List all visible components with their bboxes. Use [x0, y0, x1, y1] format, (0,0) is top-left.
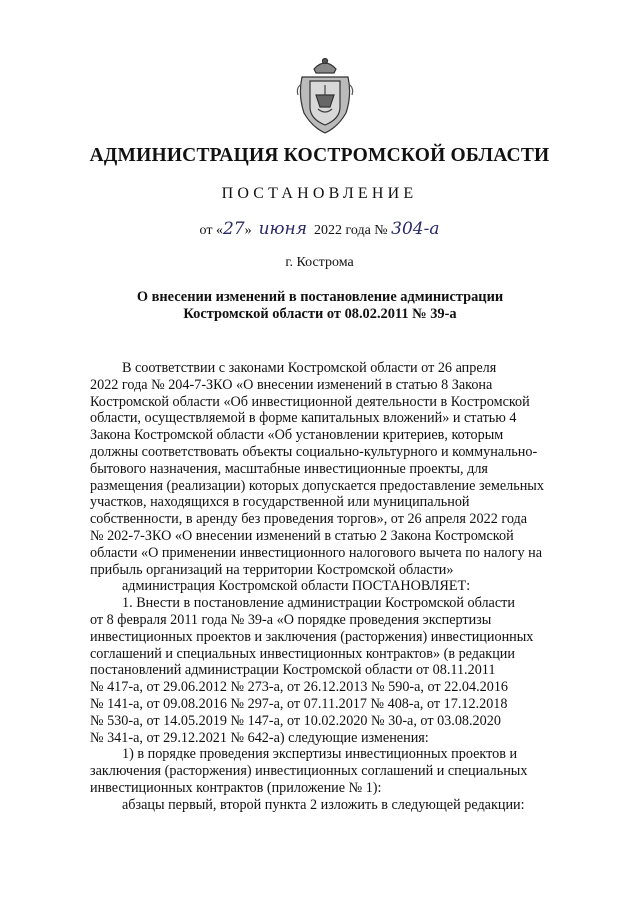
text-line: должны соответствовать объекты социально-культурного и коммунально- — [90, 443, 538, 460]
date-prefix: от « — [199, 223, 223, 238]
text-line: № 530-а, от 14.05.2019 № 147-а, от 10.02.2020 № 30-а, от 03.08.2020 — [90, 712, 501, 729]
date-day-handwritten: 27 — [222, 219, 245, 239]
document-number-handwritten: 304-а — [391, 219, 440, 239]
text-line: № 341-а, от 29.12.2021 № 642-а) следующие изменения: — [90, 729, 429, 746]
text-line: области, осуществляемой в форме капитальных вложений» и статью 4 — [90, 410, 517, 427]
subitem-1-paragraph — [90, 746, 580, 796]
date-year: 2022 года № — [313, 223, 388, 238]
item-1-paragraph — [90, 595, 580, 746]
decree-line: администрация Костромской области ПОСТАНОВЛЯЕТ: — [122, 578, 471, 595]
text-line: 2022 года № 204-7-ЗКО «О внесении изменений в статью 8 Закона — [90, 376, 493, 393]
city: г. Кострома — [285, 255, 354, 270]
date-month-handwritten: июня — [258, 219, 307, 239]
text-line: инвестиционных контрактов (приложение № 1): — [90, 779, 382, 796]
date-mid: » — [244, 223, 252, 238]
text-line: № 417-а, от 29.06.2012 № 273-а, от 26.12.2013 № 590-а, от 22.04.2016 — [90, 679, 509, 696]
text-line: бытового назначения, масштабные инвестиционные проекты, для — [90, 460, 488, 477]
text-line: прибыль организаций на территории Костромской области» — [90, 561, 454, 578]
text-line: Костромской области «Об инвестиционной деятельности в Костромской — [90, 393, 530, 410]
text-line: участков, находящихся в государственной или муниципальной — [90, 494, 470, 511]
preamble-paragraph — [90, 360, 580, 578]
text-line: собственности, в аренду без проведения торгов», от 26 апреля 2022 года — [90, 511, 528, 528]
document-type: ПОСТАНОВЛЕНИЕ — [221, 185, 418, 202]
text-line: № 141-а, от 09.08.2016 № 297-а, от 07.11.2017 № 408-а, от 17.12.2018 — [90, 695, 508, 712]
text-line: заключения (расторжения) инвестиционных соглашений и специальных — [90, 763, 528, 780]
date-line — [0, 219, 639, 239]
text-line: постановлений администрации Костромской области от 08.11.2011 — [90, 662, 496, 679]
text-line: области «О применении инвестиционного налогового вычета по налогу на — [90, 544, 543, 561]
organization-name: АДМИНИСТРАЦИЯ КОСТРОМСКОЙ ОБЛАСТИ — [89, 145, 550, 166]
text-line: 1) в порядке проведения экспертизы инвестиционных проектов и — [122, 746, 518, 763]
text-line: Закона Костромской области «Об установлении критериев, которым — [90, 427, 504, 444]
text-line: инвестиционных проектов и заключения (расторжения) инвестиционных — [90, 628, 534, 645]
text-line: соглашений и специальных инвестиционных контрактов» (в редакции — [90, 645, 515, 662]
text-line: размещения (реализации) которых допускается предоставление земельных — [90, 477, 544, 494]
title-line: Костромской области от 08.02.2011 № 39-а — [183, 306, 457, 322]
text-line: 1. Внести в постановление администрации Костромской области — [122, 595, 515, 612]
text-line: № 202-7-ЗКО «О внесении изменений в статью 2 Закона Костромской — [90, 527, 514, 544]
document-title — [120, 289, 520, 323]
coat-of-arms-icon — [294, 55, 356, 135]
text-line: от 8 февраля 2011 года № 39-а «О порядке проведения экспертизы — [90, 611, 492, 628]
title-line: О внесении изменений в постановление администрации — [136, 289, 504, 305]
text-line: абзацы первый, второй пункта 2 изложить в следующей редакции: — [122, 796, 525, 813]
document-body — [90, 360, 580, 814]
text-line: В соответствии с законами Костромской области от 26 апреля — [122, 360, 497, 376]
